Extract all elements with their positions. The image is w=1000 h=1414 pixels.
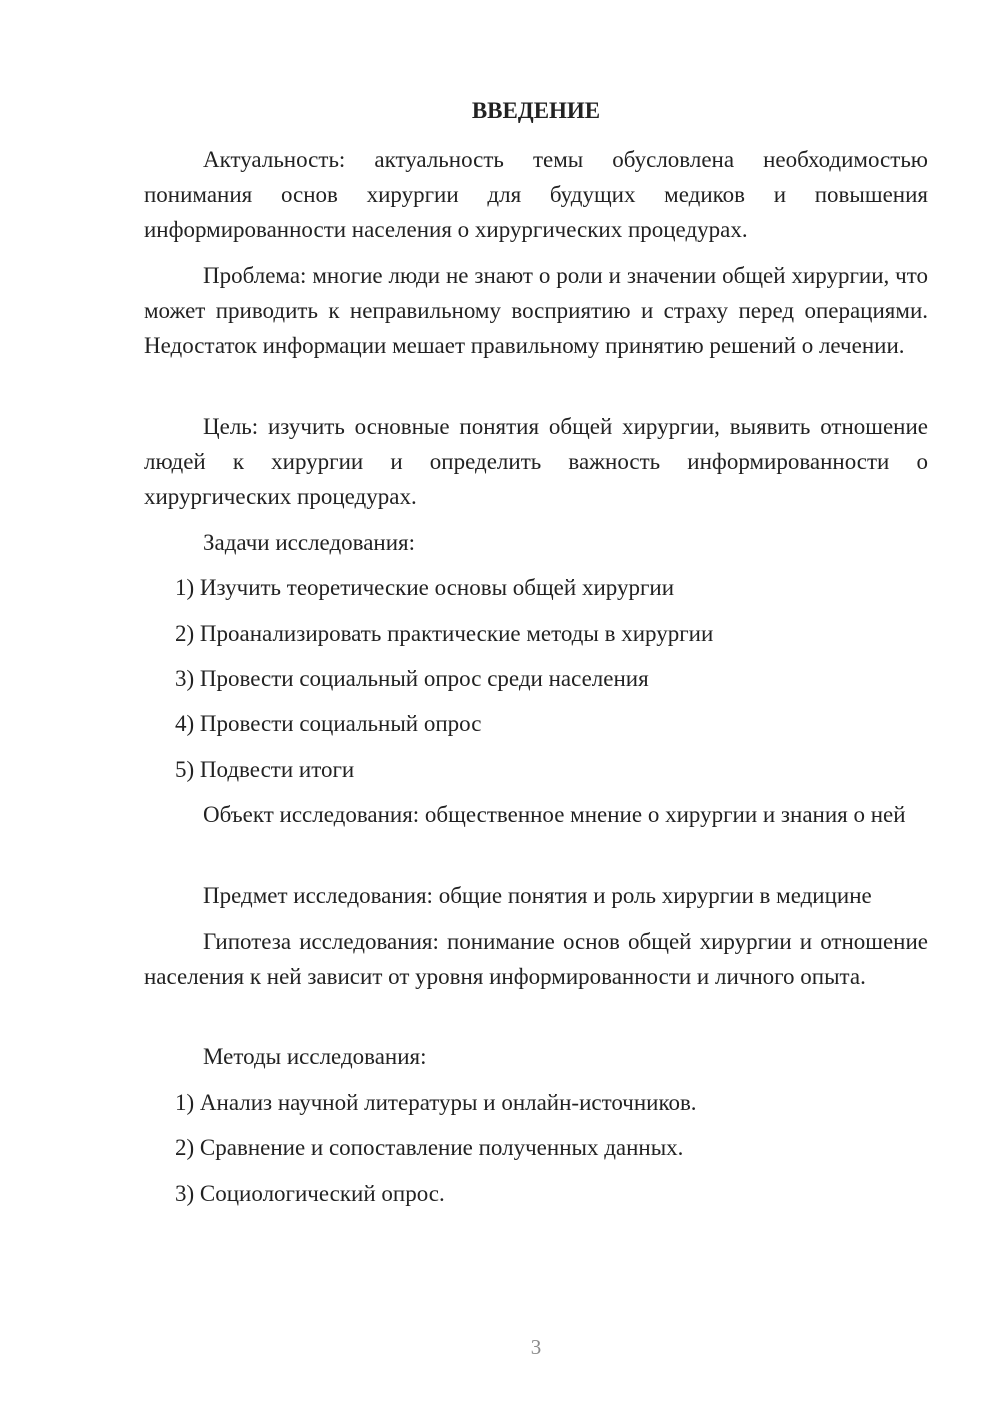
page-number: 3 bbox=[530, 1335, 542, 1359]
list-item: 2) Сравнение и сопоставление полученных данных. bbox=[175, 1135, 684, 1160]
list-item: 1) Изучить теоретические основы общей хирургии bbox=[175, 575, 675, 600]
list-item: 2) Проанализировать практические методы в хирургии bbox=[175, 621, 714, 646]
goal-paragraph: Цель: изучить основные понятия общей хирургии, выявить отношение людей к хирургии и определить важность информированности о хирургических процедурах. bbox=[144, 414, 928, 509]
problem-paragraph: Проблема: многие люди не знают о роли и значении общей хирургии, что может приводить к неправильному восприятию и страху перед операциями. Недостаток информации мешает правильному принятию решений о лечении. bbox=[144, 263, 928, 358]
relevance-paragraph: Актуальность: актуальность темы обусловлена необходимостью понимания основ хирургии для будущих медиков и повышения информированности населения о хирургических процедурах. bbox=[144, 147, 928, 242]
list-item: 5) Подвести итоги bbox=[175, 757, 355, 782]
object-paragraph: Объект исследования: общественное мнение о хирургии и знания о ней bbox=[203, 802, 906, 827]
list-item: 4) Провести социальный опрос bbox=[175, 711, 482, 736]
methods-title: Методы исследования: bbox=[203, 1044, 427, 1069]
list-item: 1) Анализ научной литературы и онлайн-источников. bbox=[175, 1090, 697, 1115]
hypothesis-paragraph: Гипотеза исследования: понимание основ общей хирургии и отношение населения к ней зависит от уровня информированности и личного опыта. bbox=[144, 929, 928, 989]
list-item: 3) Социологический опрос. bbox=[175, 1181, 445, 1206]
page-heading: ВВЕДЕНИЕ bbox=[471, 98, 601, 123]
list-item: 3) Провести социальный опрос среди населения bbox=[175, 666, 649, 691]
subject-paragraph: Предмет исследования: общие понятия и роль хирургии в медицине bbox=[203, 883, 872, 908]
tasks-title: Задачи исследования: bbox=[203, 530, 416, 555]
